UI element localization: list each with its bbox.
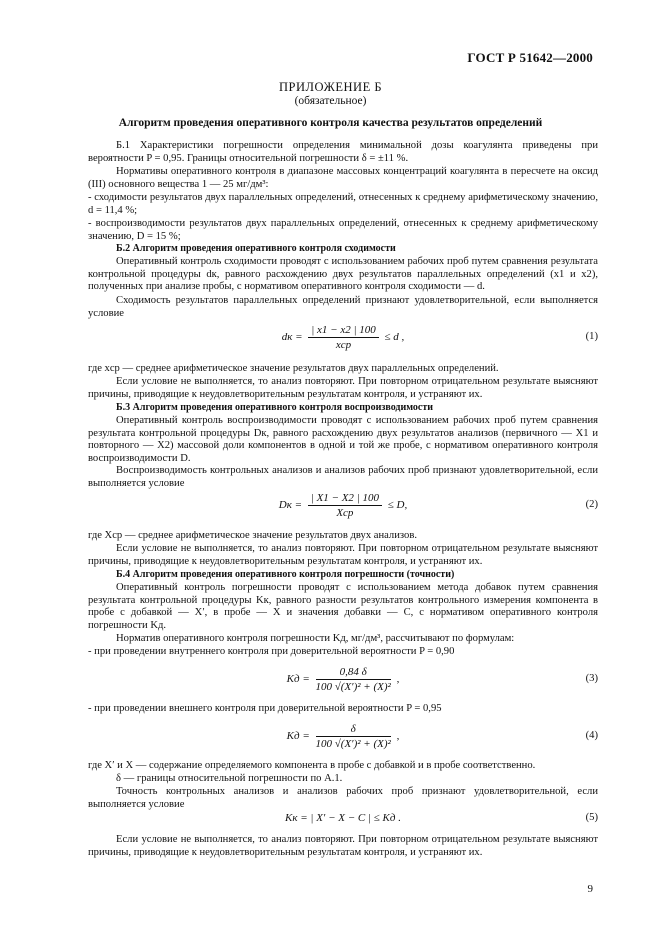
formula-3-numerator: 0,84 δ [316,666,391,680]
formula-1-number: (1) [585,331,598,342]
paragraph-b4-5: где X′ и X — содержание определяемого компонента в пробе с добавкой и в пробе соответственно. [88,760,536,771]
paragraph-b4-4: - при проведении внешнего контроля при доверительной вероятности P = 0,95 [88,703,442,714]
formula-2-number: (2) [585,499,598,510]
paragraph-b2-1: Оперативный контроль сходимости проводят с использованием рабочих проб путем сравнения результата контрольной процедуры dк, равного расхождению двух результатов параллельных определений (x1 и x2), полученных при анализе пробы, с нормативом оперативного контроля сходимости — d. [88,256,598,293]
paragraph-b3-2: Воспроизводимость контрольных анализов и анализов рабочих проб признают удовлетворительной, если выполняется условие [88,465,598,489]
paragraph-b3-3: где Xср — среднее арифметическое значение результатов двух анализов. [88,530,417,541]
formula-1-rhs: ≤ d , [384,331,405,344]
paragraph-b2-3: где xср — среднее арифметическое значение результатов двух параллельных определений. [88,363,499,374]
formula-1-lhs: dк = [281,331,303,344]
paragraph-convergence: - сходимости результатов двух параллельных определений, отнесенных к среднему арифметическому значению, d = 11,4 %; [88,192,598,216]
paragraph-b4-8: Если условие не выполняется, то анализ повторяют. При повторном отрицательном результате выясняют причины, приводящие к неудовлетворительным результатам контроля, и устраняют их. [88,834,598,858]
formula-4-denominator: 100 √(X′)² + (X)² [315,738,391,750]
paragraph-b4-3: - при проведении внутреннего контроля при доверительной вероятности P = 0,90 [88,646,455,657]
formula-5-expression: Kк = | X′ − X − C | ≤ Kд . [285,812,401,824]
formula-3-lhs: Kд = [286,673,310,686]
appendix-subtitle: (обязательное) [294,95,367,107]
formula-2-numerator: | X1 − X2 | 100 [308,492,382,506]
paragraph-b3-1: Оперативный контроль воспроизводимости проводят с использованием рабочих проб путем сравнения результата контрольной процедуры Dк, равного расхождению двух результатов анализов (первичного — X1 и повторного — X2) массовой доли компонентов в одной и той же пробе, с нормативом оперативного контроля воспроизводимости D. [88,415,598,464]
formula-4 [88,719,598,755]
formula-3 [88,662,598,698]
paragraph-b2-4: Если условие не выполняется, то анализ повторяют. При повторном отрицательном результате выясняют причины, приводящие к неудовлетворительным результатам контроля, и устраняют их. [88,376,598,400]
paragraph-b4-2: Норматив оперативного контроля погрешности Kд, мг/дм³, рассчитывают по формулам: [116,633,515,644]
paragraph-b1: Б.1 Характеристики погрешности определения минимальной дозы коагулянта приведены при вероятности P = 0,95. Границы относительной погрешности δ = ±11 %. [88,140,598,164]
formula-2-rhs: ≤ D, [387,499,408,512]
page-number: 9 [587,883,593,895]
paragraph-reproducibility: - воспроизводимости результатов двух параллельных определений, отнесенных к среднему арифметическому значению, D = 15 %; [88,218,598,242]
appendix-title: ПРИЛОЖЕНИЕ Б [278,80,383,94]
paragraph-b4-7: Точность контрольных анализов и анализов рабочих проб признают удовлетворительной, если выполняется условие [88,786,598,810]
formula-1-denominator: xср [335,339,352,351]
main-title: Алгоритм проведения оперативного контроля качества результатов определений [118,117,543,129]
formula-5 [88,810,598,832]
formula-4-lhs: Kд = [286,730,310,743]
formula-4-rhs: , [396,730,400,743]
formula-1-numerator: | x1 − x2 | 100 [308,324,379,338]
section-heading-b2: Б.2 Алгоритм проведения оперативного контроля сходимости [116,243,396,254]
section-heading-b4: Б.4 Алгоритм проведения оперативного контроля погрешности (точности) [116,569,455,580]
paragraph-b4-1: Оперативный контроль погрешности проводят с использованием метода добавок путем сравнения результата контрольной процедуры Kк, равного разности результатов контрольного измерения компонента в пробе с добавкой — X′, в пробе — X и значения добавки — C, с нормативом оперативного контроля погрешности Kд. [88,582,598,631]
formula-2 [88,488,598,524]
paragraph-b4-6: δ — границы относительной погрешности по А.1. [116,773,343,784]
formula-3-number: (3) [585,673,598,684]
formula-3-rhs: , [396,673,400,686]
formula-4-number: (4) [585,730,598,741]
paragraph-b2-2: Сходимость результатов параллельных определений признают удовлетворительной, если выполняется условие [88,295,598,319]
formula-1 [88,320,598,356]
formula-4-numerator: δ [316,723,391,737]
formula-2-lhs: Dк = [278,499,303,512]
formula-3-denominator: 100 √(X′)² + (X)² [315,681,391,693]
section-heading-b3: Б.3 Алгоритм проведения оперативного контроля воспроизводимости [116,402,434,413]
paragraph-b3-4: Если условие не выполняется, то анализ повторяют. При повторном отрицательном результате выясняют причины, приводящие к неудовлетворительным результатам контроля, и устраняют их. [88,543,598,567]
standard-header: ГОСТ Р 51642—2000 [467,50,593,65]
paragraph-norms: Нормативы оперативного контроля в диапазоне массовых концентраций коагулянта в пересчете на оксид (III) основного вещества 1 — 25 мг/дм³: [88,166,598,190]
formula-2-denominator: Xср [336,507,354,519]
formula-5-number: (5) [585,812,598,823]
